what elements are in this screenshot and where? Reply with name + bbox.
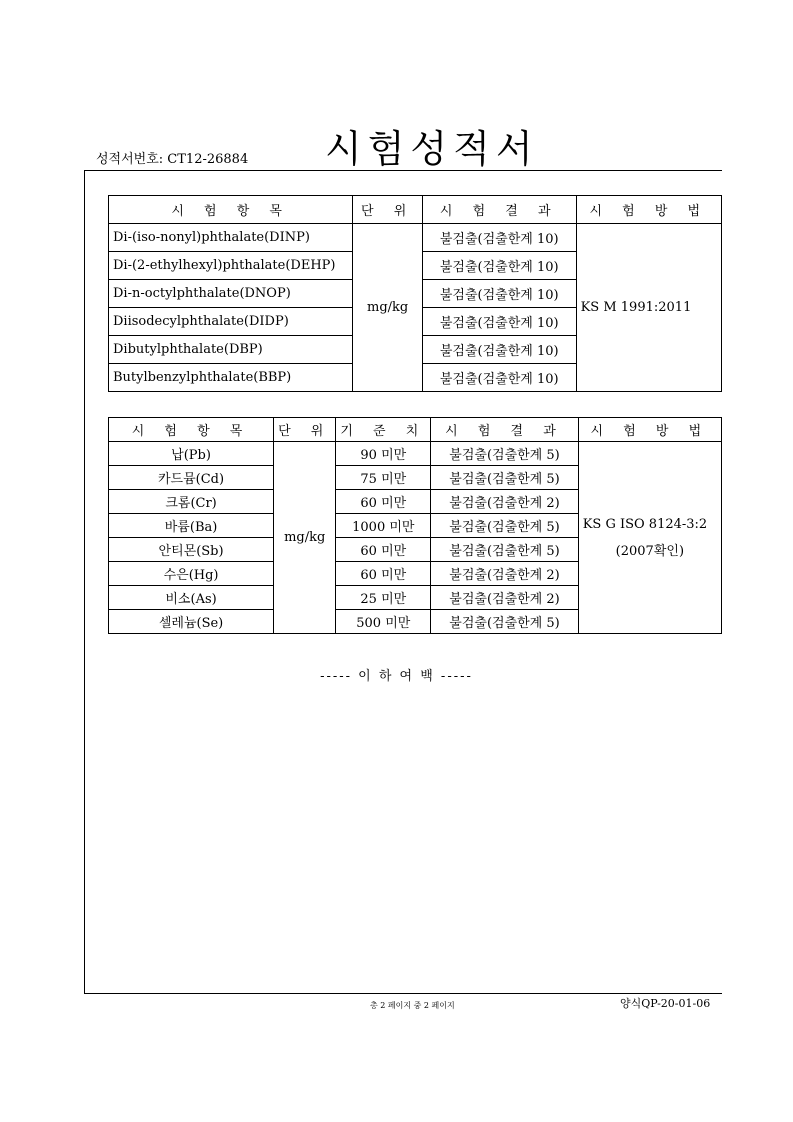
item-cell: Di-(iso-nonyl)phthalate(DINP) (109, 224, 353, 252)
table-row (109, 442, 722, 466)
result-cell: 불검출(검출한계 10) (422, 308, 576, 336)
header-item: 시 험 항 목 (109, 196, 353, 224)
item-cell: Di-n-octylphthalate(DNOP) (109, 280, 353, 308)
standard-cell: 25 미만 (336, 586, 431, 610)
result-cell: 불검출(검출한계 2) (431, 562, 578, 586)
header-result: 시 험 결 과 (422, 196, 576, 224)
header-method: 시 험 방 법 (578, 418, 721, 442)
header-standard: 기 준 치 (336, 418, 431, 442)
result-cell: 불검출(검출한계 2) (431, 586, 578, 610)
standard-cell: 1000 미만 (336, 514, 431, 538)
item-cell: Di-(2-ethylhexyl)phthalate(DEHP) (109, 252, 353, 280)
header-unit: 단 위 (274, 418, 336, 442)
header-result: 시 험 결 과 (431, 418, 578, 442)
method-line-1: KS G ISO 8124-3:2 (582, 516, 708, 532)
result-cell: 불검출(검출한계 5) (431, 610, 578, 634)
table-header-row (109, 418, 722, 442)
unit-cell: mg/kg (274, 442, 336, 634)
method-cell: KS M 1991:2011 (576, 224, 721, 392)
heavy-metal-table (108, 417, 722, 634)
result-cell: 불검출(검출한계 10) (422, 224, 576, 252)
standard-cell: 60 미만 (336, 538, 431, 562)
standard-cell: 90 미만 (336, 442, 431, 466)
item-cell: 납(Pb) (109, 442, 274, 466)
result-cell: 불검출(검출한계 5) (431, 466, 578, 490)
table-row (109, 224, 722, 252)
standard-cell: 75 미만 (336, 466, 431, 490)
header-method: 시 험 방 법 (576, 196, 721, 224)
result-cell: 불검출(검출한계 10) (422, 364, 576, 392)
unit-cell: mg/kg (353, 224, 423, 392)
result-cell: 불검출(검출한계 2) (431, 490, 578, 514)
result-cell: 불검출(검출한계 5) (431, 514, 578, 538)
table-header-row (109, 196, 722, 224)
item-cell: Dibutylphthalate(DBP) (109, 336, 353, 364)
form-number: 양식QP-20-01-06 (620, 997, 711, 1010)
method-line-2: (2007확인) (615, 543, 685, 559)
result-cell: 불검출(검출한계 10) (422, 336, 576, 364)
header-item: 시 험 항 목 (109, 418, 274, 442)
report-number: 성적서번호: CT12-26884 (96, 152, 249, 167)
standard-cell: 60 미만 (336, 562, 431, 586)
result-cell: 불검출(검출한계 10) (422, 252, 576, 280)
blank-below-note: ----- 이 하 여 백 ----- (320, 669, 473, 684)
item-cell: Diisodecylphthalate(DIDP) (109, 308, 353, 336)
item-cell: 비소(As) (109, 586, 274, 610)
page-title: 시험성적서 (325, 127, 539, 171)
item-cell: 바륨(Ba) (109, 514, 274, 538)
header-unit: 단 위 (353, 196, 423, 224)
item-cell: 셀레늄(Se) (109, 610, 274, 634)
result-cell: 불검출(검출한계 10) (422, 280, 576, 308)
item-cell: 안티몬(Sb) (109, 538, 274, 562)
standard-cell: 500 미만 (336, 610, 431, 634)
item-cell: 크롬(Cr) (109, 490, 274, 514)
page-counter: 총 2 페이지 중 2 페이지 (370, 1001, 455, 1010)
result-cell: 불검출(검출한계 5) (431, 442, 578, 466)
item-cell: 카드뮴(Cd) (109, 466, 274, 490)
method-cell (578, 442, 721, 634)
item-cell: 수은(Hg) (109, 562, 274, 586)
result-cell: 불검출(검출한계 5) (431, 538, 578, 562)
item-cell: Butylbenzylphthalate(BBP) (109, 364, 353, 392)
standard-cell: 60 미만 (336, 490, 431, 514)
phthalate-table (108, 195, 722, 392)
